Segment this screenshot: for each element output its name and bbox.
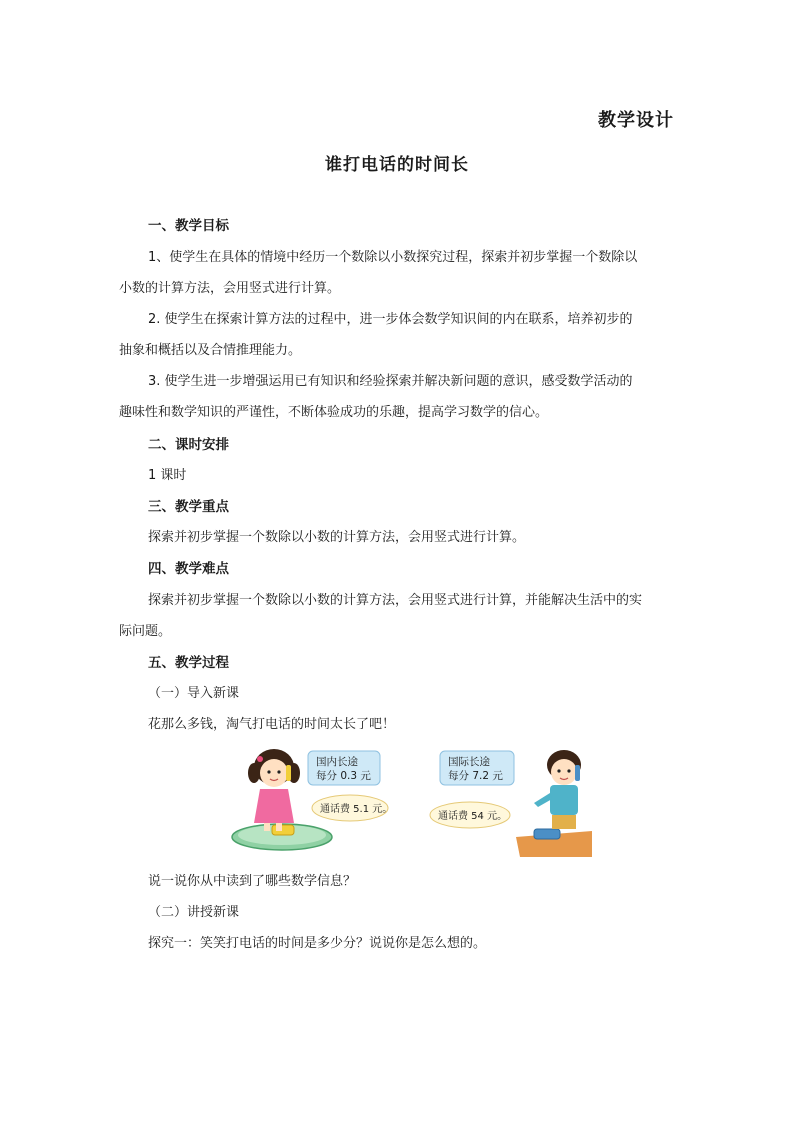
goal-2-line-1: 2. 使学生在探索计算方法的过程中，进一步体会数学知识间的内在联系，培养初步的 xyxy=(148,312,633,327)
phone-call-illustration xyxy=(230,745,592,857)
process-sub-1: （一）导入新课 xyxy=(148,686,240,701)
girl-hairclip xyxy=(257,756,263,762)
girl-leg-right xyxy=(276,823,282,831)
goal-3-line-2: 趣味性和数学知识的严谨性，不断体验成功的乐趣，提高学习数学的信心。 xyxy=(119,405,549,420)
boy-face xyxy=(551,759,577,785)
document-title: 谁打电话的时间长 xyxy=(325,155,469,175)
schedule-text: 1 课时 xyxy=(148,468,187,483)
section-heading-goals: 一、教学目标 xyxy=(148,218,229,234)
process-question: 说一说你从中读到了哪些数学信息？ xyxy=(148,874,357,889)
domestic-rate-label: 国内长途 xyxy=(316,756,358,768)
domestic-fee-text: 通话费 5.1 元。 xyxy=(320,804,393,815)
girl-eye-left xyxy=(267,770,270,773)
key-points-text: 探索并初步掌握一个数除以小数的计算方法，会用竖式进行计算。 xyxy=(148,530,526,545)
goal-1-line-2: 小数的计算方法，会用竖式进行计算。 xyxy=(119,281,341,296)
boy-shorts xyxy=(552,815,576,829)
boy-telephone xyxy=(534,829,560,839)
girl-telephone xyxy=(272,825,294,835)
boy-shirt xyxy=(550,785,578,815)
process-sub-2: （二）讲授新课 xyxy=(148,905,240,920)
girl-ponytail-left xyxy=(248,763,260,783)
intl-fee-text: 通话费 54 元。 xyxy=(438,811,508,822)
girl-leg-left xyxy=(264,823,270,831)
goal-3-line-1: 3. 使学生进一步增强运用已有知识和经验探索并解决新问题的意识，感受数学活动的 xyxy=(148,374,633,389)
boy-eye-right xyxy=(567,769,570,772)
boy-arm xyxy=(534,793,552,807)
intl-rate-value: 每分 7.2 元 xyxy=(448,770,503,782)
section-heading-schedule: 二、课时安排 xyxy=(148,437,229,453)
goal-1-line-1: 1、使学生在具体的情境中经历一个数除以小数探究过程，探索并初步掌握一个数除以 xyxy=(148,250,638,265)
phone-call-illustration-svg xyxy=(230,745,592,857)
boy-eye-left xyxy=(557,769,560,772)
intl-rate-label: 国际长途 xyxy=(448,756,490,768)
girl-eye-right xyxy=(277,770,280,773)
section-heading-process: 五、教学过程 xyxy=(148,655,229,671)
difficulties-line-2: 际问题。 xyxy=(119,624,172,639)
girl-receiver xyxy=(286,765,291,781)
girl-dress xyxy=(254,789,294,823)
process-intro: 花那么多钱，淘气打电话的时间太长了吧！ xyxy=(148,717,396,732)
goal-2-line-2: 抽象和概括以及合情推理能力。 xyxy=(119,343,302,358)
document-type: 教学设计 xyxy=(598,110,674,131)
difficulties-line-1: 探索并初步掌握一个数除以小数的计算方法，会用竖式进行计算，并能解决生活中的实 xyxy=(148,593,643,608)
boy-receiver xyxy=(575,765,580,781)
section-heading-difficulties: 四、教学难点 xyxy=(148,561,229,577)
girl-face xyxy=(260,759,288,787)
domestic-rate-value: 每分 0.3 元 xyxy=(316,770,371,782)
process-explore-1: 探究一：笑笑打电话的时间是多少分？说说你是怎么想的。 xyxy=(148,936,487,951)
section-heading-key-points: 三、教学重点 xyxy=(148,499,229,515)
